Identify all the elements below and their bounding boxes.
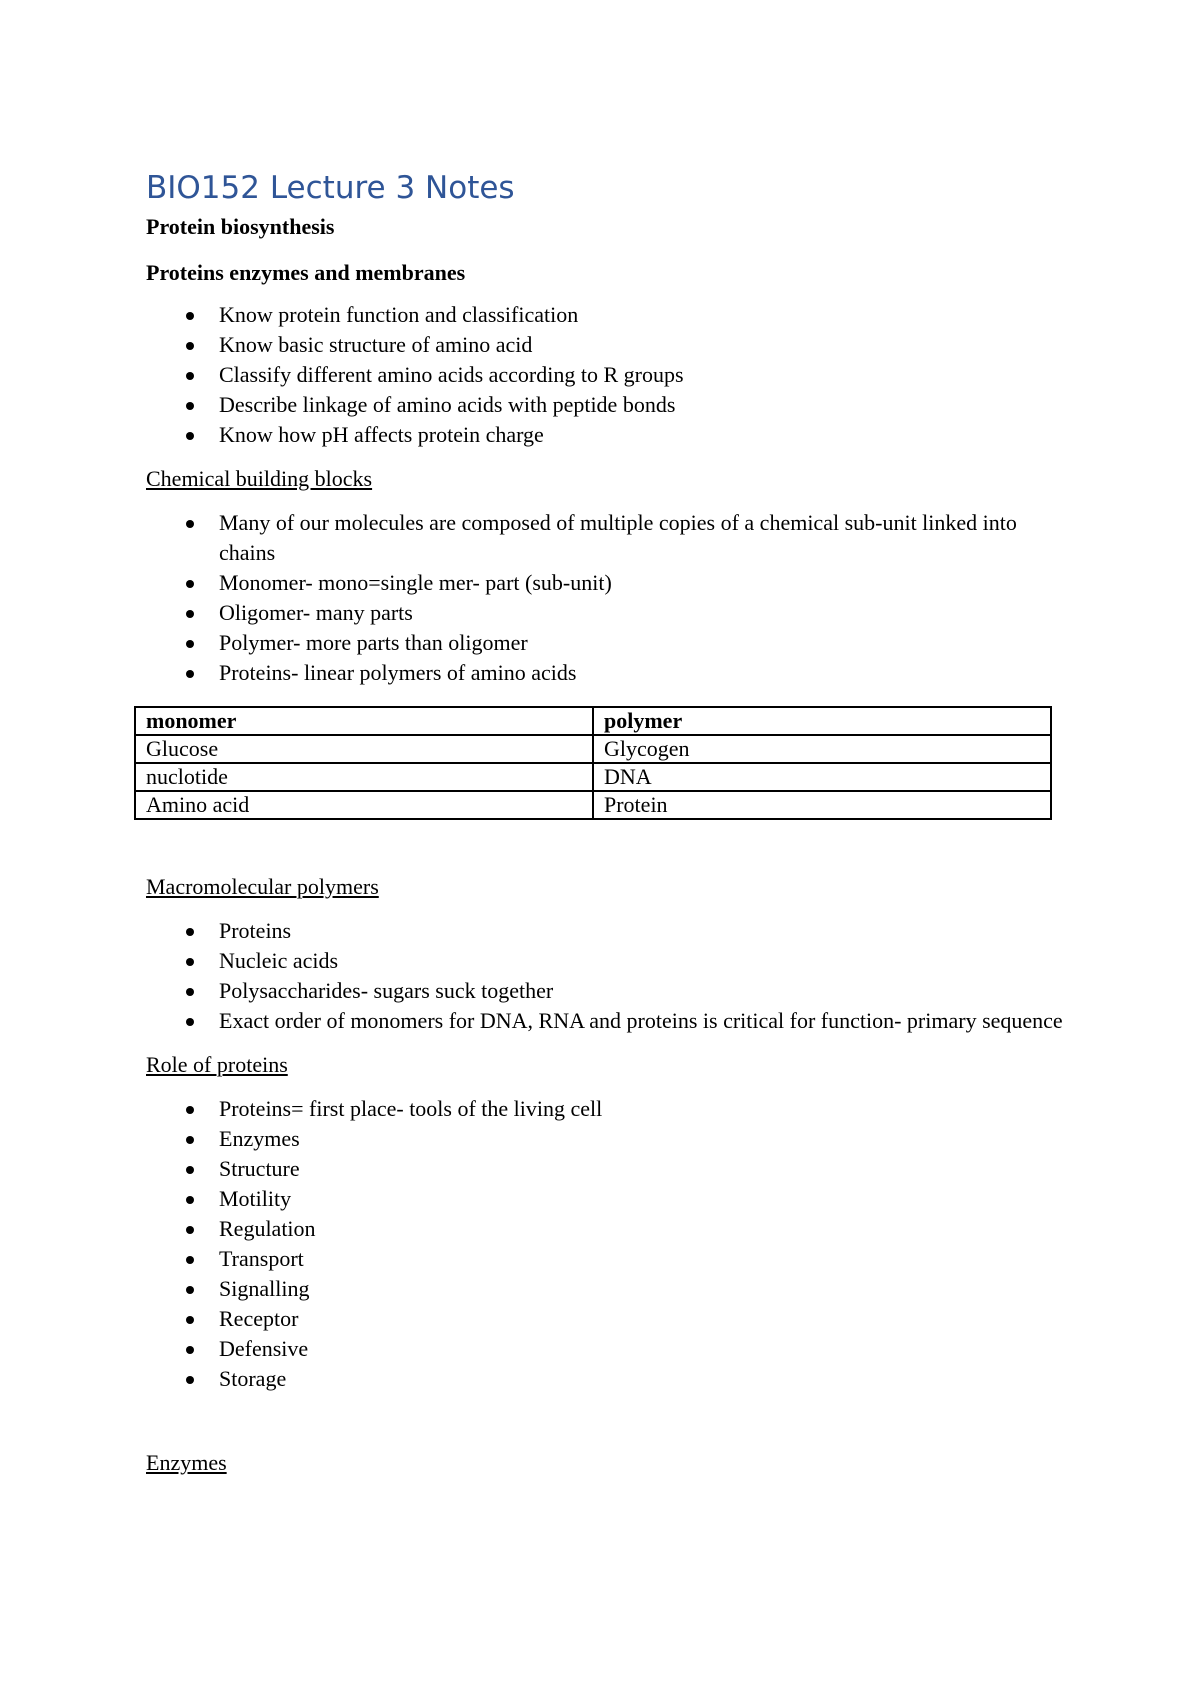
- list-item: Oligomer- many parts: [146, 598, 1066, 628]
- list-item: Storage: [146, 1364, 1066, 1394]
- section-heading-role-of-proteins: Role of proteins: [146, 1052, 288, 1077]
- list-item: Polysaccharides- sugars suck together: [146, 976, 1066, 1006]
- objectives-list: [146, 300, 1066, 450]
- table-header-cell: monomer: [135, 707, 593, 735]
- list-item: Proteins: [146, 916, 1066, 946]
- list-item: Receptor: [146, 1304, 1066, 1334]
- table-cell: DNA: [593, 763, 1051, 791]
- table-row: [135, 735, 1051, 763]
- table-cell: Glycogen: [593, 735, 1051, 763]
- table-cell: Protein: [593, 791, 1051, 819]
- list-item: Know protein function and classification: [146, 300, 1066, 330]
- list-item: Structure: [146, 1154, 1066, 1184]
- list-item: Proteins- linear polymers of amino acids: [146, 658, 1066, 688]
- list-item: Transport: [146, 1244, 1066, 1274]
- section-heading-macromolecular-polymers: Macromolecular polymers: [146, 874, 379, 899]
- spacer: [146, 1394, 1066, 1448]
- monomer-polymer-table: [134, 706, 1052, 820]
- table-cell: Amino acid: [135, 791, 593, 819]
- heading-protein-biosynthesis: Protein biosynthesis: [146, 214, 335, 239]
- list-item: Nucleic acids: [146, 946, 1066, 976]
- table-header-cell: polymer: [593, 707, 1051, 735]
- list-item: Know how pH affects protein charge: [146, 420, 1066, 450]
- chemical-building-blocks-list: [146, 508, 1066, 688]
- list-item: Defensive: [146, 1334, 1066, 1364]
- table-cell: nuclotide: [135, 763, 593, 791]
- document-title: BIO152 Lecture 3 Notes: [146, 170, 515, 206]
- list-item: Know basic structure of amino acid: [146, 330, 1066, 360]
- list-item: Regulation: [146, 1214, 1066, 1244]
- role-of-proteins-list: [146, 1094, 1066, 1394]
- table-row: [135, 791, 1051, 819]
- macromolecular-polymers-list: [146, 916, 1066, 1036]
- list-item: Describe linkage of amino acids with peptide bonds: [146, 390, 1066, 420]
- list-item: Exact order of monomers for DNA, RNA and proteins is critical for function- primary sequence: [146, 1006, 1066, 1036]
- spacer: [146, 820, 1066, 872]
- section-heading-chemical-building-blocks: Chemical building blocks: [146, 466, 373, 491]
- list-item: Motility: [146, 1184, 1066, 1214]
- document-content: [146, 168, 1066, 1492]
- list-item: Signalling: [146, 1274, 1066, 1304]
- heading-proteins-enzymes-membranes: Proteins enzymes and membranes: [146, 260, 466, 285]
- list-item: Monomer- mono=single mer- part (sub-unit): [146, 568, 1066, 598]
- list-item: Enzymes: [146, 1124, 1066, 1154]
- table-header-row: [135, 707, 1051, 735]
- list-item: Many of our molecules are composed of multiple copies of a chemical sub-unit linked into chains: [146, 508, 1066, 568]
- section-heading-enzymes: Enzymes: [146, 1450, 227, 1475]
- list-item: Classify different amino acids according to R groups: [146, 360, 1066, 390]
- table-cell: Glucose: [135, 735, 593, 763]
- list-item: Polymer- more parts than oligomer: [146, 628, 1066, 658]
- table-row: [135, 763, 1051, 791]
- list-item: Proteins= first place- tools of the living cell: [146, 1094, 1066, 1124]
